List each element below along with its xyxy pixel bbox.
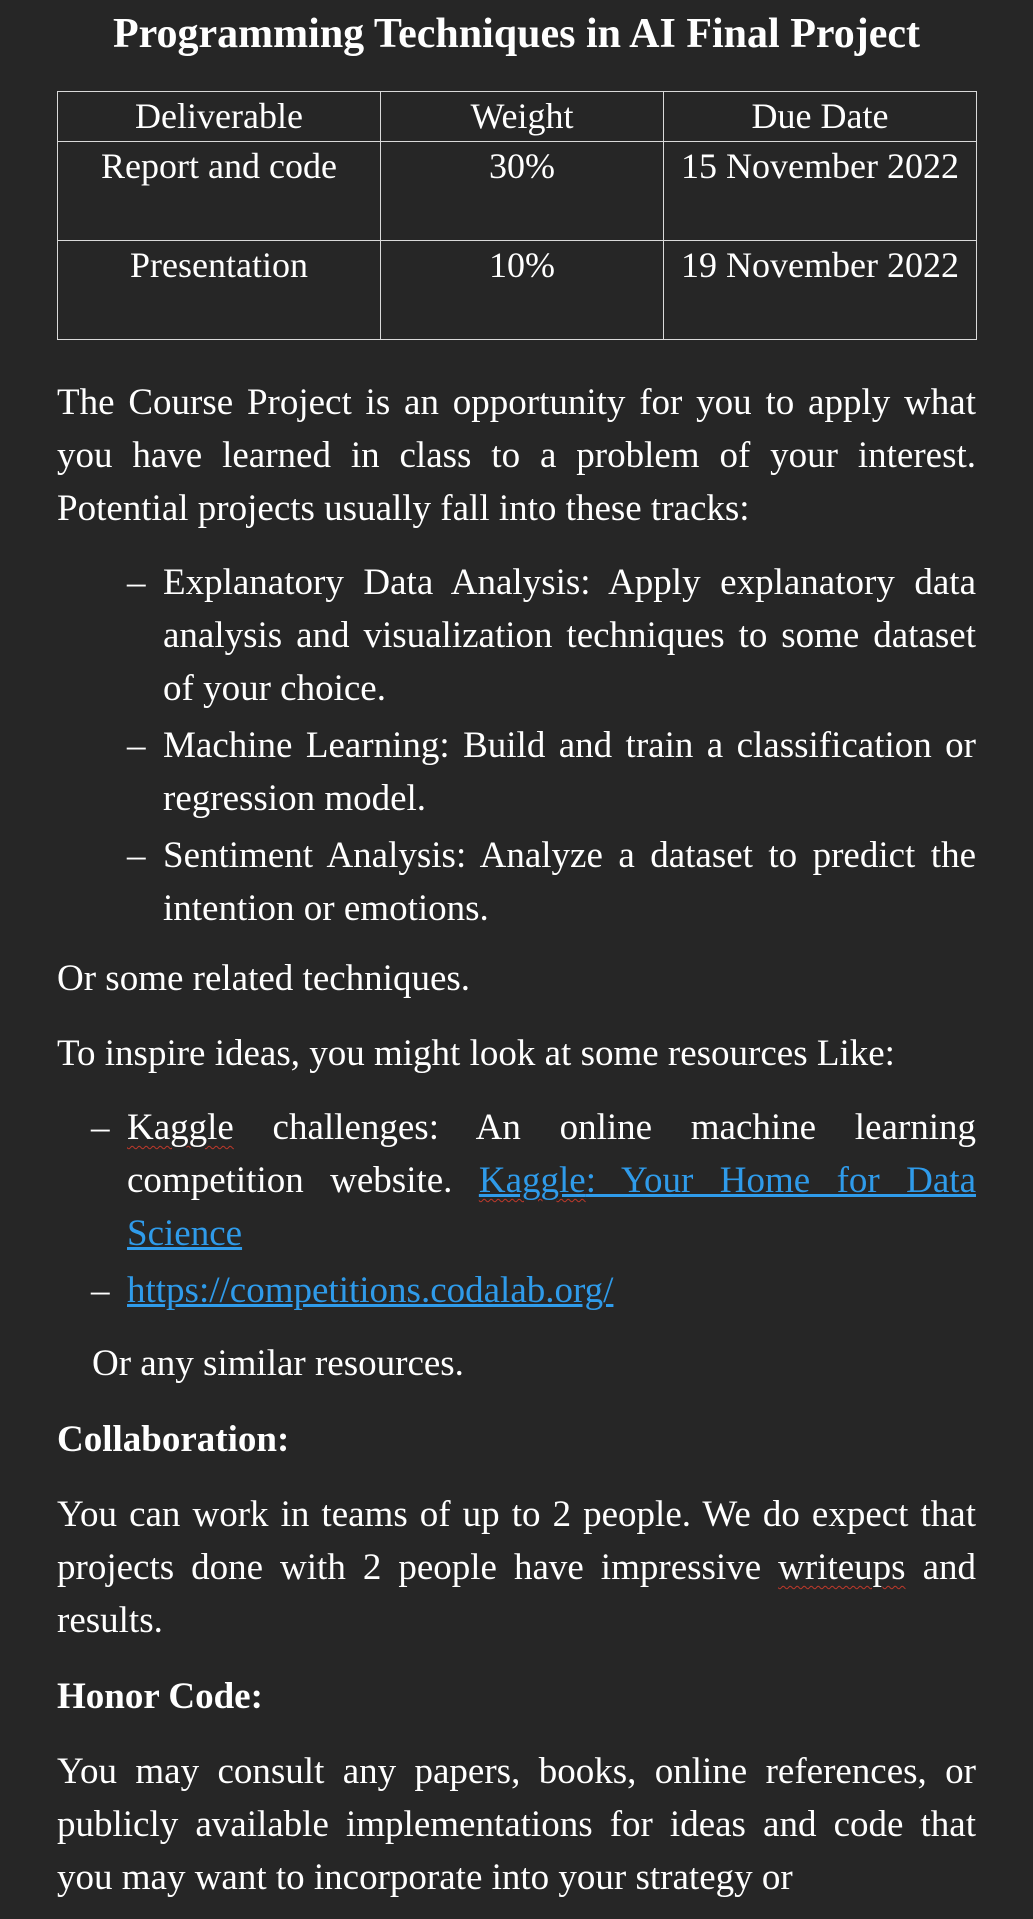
collaboration-paragraph [57,1488,976,1647]
kaggle-link-word: Kaggle [478,1160,586,1201]
table-header-row [58,92,977,142]
dash-bullet: – [91,1270,110,1311]
deliverables-table [57,91,977,340]
table-cell: Presentation [58,241,381,340]
dash-bullet: – [127,835,146,876]
inspire-paragraph: To inspire ideas, you might look at some resources Like: [57,1033,895,1074]
table-cell: Report and code [58,142,381,241]
intro-paragraph: The Course Project is an opportunity for you to apply what you have learned in class to a problem of your interest. Potential projects usually fall into these tracks: [57,382,976,529]
table-row [58,142,977,241]
honor-code-heading: Honor Code: [57,1676,263,1717]
similar-paragraph: Or any similar resources. [92,1343,464,1384]
collaboration-text: You can work in teams of up to 2 people. We do expect that projects done with 2 people have impressive [57,1494,976,1588]
collaboration-text: and results. [57,1547,976,1641]
table-header-cell: Weight [381,92,664,142]
list-item-text: Sentiment Analysis: Analyze a dataset to predict the intention or emotions. [163,835,976,929]
spellcheck-word: Kaggle [127,1107,234,1148]
list-item [57,719,976,825]
tracks-list [57,556,976,935]
table-cell: 30% [381,142,664,241]
document-page [57,0,976,1904]
list-item [57,1101,976,1260]
list-item [57,829,976,935]
list-item [57,556,976,715]
table-cell: 19 November 2022 [664,241,977,340]
list-item [57,1264,976,1317]
table-header-cell: Deliverable [58,92,381,142]
dash-bullet: – [127,725,146,766]
list-item-text: Machine Learning: Build and train a classification or regression model. [163,725,976,819]
spellcheck-word: writeups [778,1547,906,1588]
table-header-cell: Due Date [664,92,977,142]
table-row [58,241,977,340]
dash-bullet: – [91,1107,110,1148]
list-item-text: Explanatory Data Analysis: Apply explanatory data analysis and visualization techniques to some dataset of your choice. [163,562,976,709]
kaggle-link-text: : Your Home for Data Science [127,1160,976,1254]
codalab-link[interactable]: https://competitions.codalab.org/ [127,1270,614,1311]
dash-bullet: – [127,562,146,603]
list-item-text: challenges: An online machine learning competition website. [127,1107,976,1201]
related-paragraph: Or some related techniques. [57,958,471,999]
honor-code-paragraph: You may consult any papers, books, online references, or publicly available implementations for ideas and code that you may want to incorporate into your strategy or [57,1751,976,1898]
table-cell: 10% [381,241,664,340]
table-cell: 15 November 2022 [664,142,977,241]
page-title: Programming Techniques in AI Final Project [113,11,920,57]
resources-list [57,1101,976,1317]
collaboration-heading: Collaboration: [57,1419,290,1460]
